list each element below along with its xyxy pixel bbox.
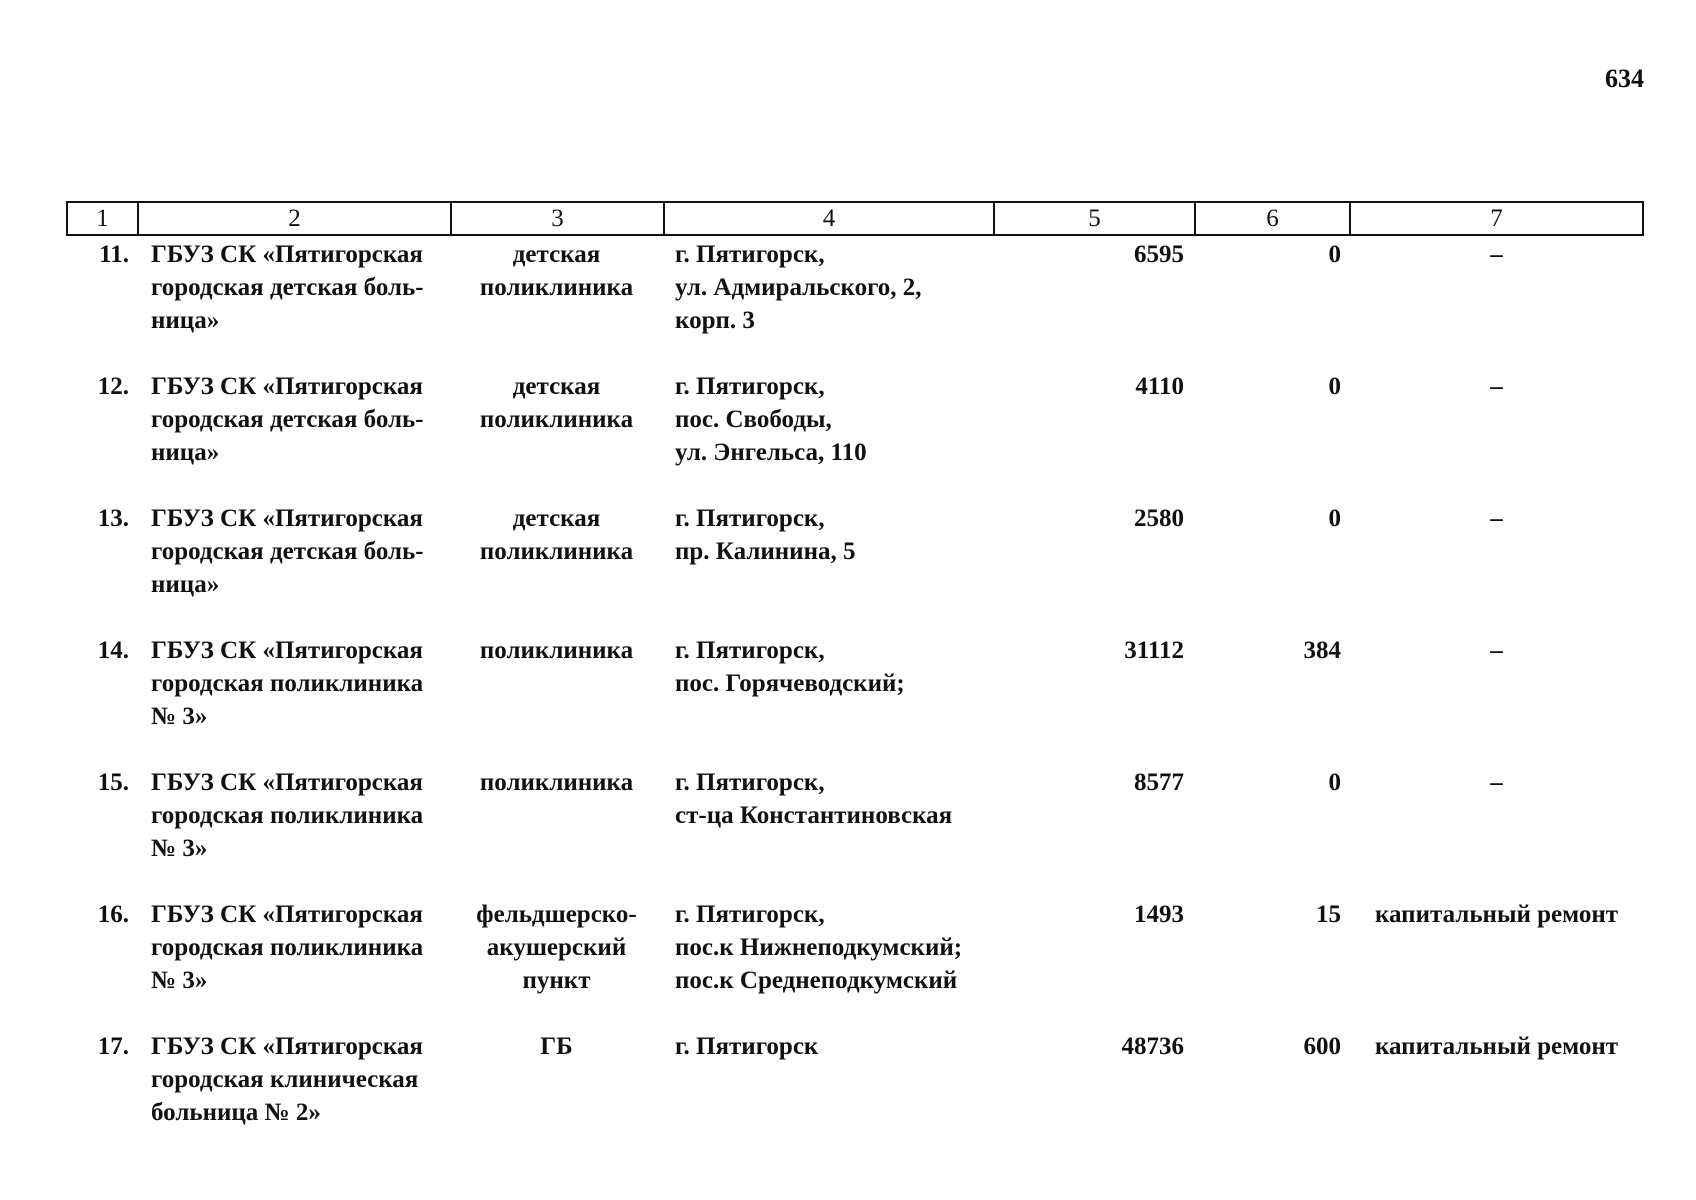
table-row [66, 500, 1644, 632]
column-6-value: 15 [1316, 901, 1341, 928]
organization-cell [137, 896, 450, 1028]
row-number: 17. [97, 1033, 129, 1060]
facility-type-cell [450, 500, 663, 632]
address-line: г. Пятигорск, [675, 373, 825, 400]
address-line: г. Пятигорск [675, 1033, 819, 1060]
organization-cell [137, 632, 450, 764]
column-5-value: 31112 [1124, 637, 1184, 664]
facility-type-cell [450, 764, 663, 896]
address-cell [663, 764, 993, 896]
organization-line: ница» [151, 307, 220, 334]
column-5-value: 4110 [1135, 373, 1184, 400]
organization-line: городская детская боль- [151, 274, 424, 301]
column-header-4: 4 [665, 203, 995, 234]
organization-line: ница» [151, 571, 220, 598]
row-number: 13. [97, 505, 129, 532]
organization-cell [137, 368, 450, 500]
facility-type-line: поликлиника [479, 406, 634, 433]
column-header-5: 5 [995, 203, 1196, 234]
column-7-value: – [1490, 769, 1503, 796]
organization-line: городская поликлиника [151, 934, 424, 961]
facility-type-cell [450, 1028, 663, 1160]
column-6-value: 0 [1328, 241, 1341, 268]
column-header-2: 2 [139, 203, 452, 234]
organization-cell [137, 500, 450, 632]
column-5-value: 48736 [1121, 1033, 1184, 1060]
facility-type-line: детская [512, 241, 601, 268]
column-7-value: – [1490, 505, 1503, 532]
facility-type-cell [450, 896, 663, 1028]
organization-line: больница № 2» [151, 1099, 321, 1126]
organization-line: ГБУЗ СК «Пятигорская [151, 505, 423, 532]
address-line: г. Пятигорск, [675, 901, 825, 928]
table-row [66, 896, 1644, 1028]
organization-cell [137, 764, 450, 896]
address-line: пр. Калинина, 5 [675, 538, 856, 565]
facility-type-line: поликлиника [479, 274, 634, 301]
facility-type-line: детская [512, 373, 601, 400]
column-6-value: 0 [1328, 769, 1341, 796]
address-line: ст-ца Константиновская [675, 802, 953, 829]
row-number: 12. [97, 373, 129, 400]
column-5-value: 8577 [1134, 769, 1184, 796]
address-cell [663, 368, 993, 500]
address-line: г. Пятигорск, [675, 505, 825, 532]
address-line: ул. Адмиральского, 2, [675, 274, 922, 301]
address-cell [663, 1028, 993, 1160]
table-body [66, 236, 1644, 1160]
organization-line: № 3» [151, 835, 208, 862]
table-row [66, 368, 1644, 500]
organization-line: городская поликлиника [151, 670, 424, 697]
column-header-3: 3 [452, 203, 665, 234]
column-7-value: – [1490, 241, 1503, 268]
facility-type-line: поликлиника [479, 769, 634, 796]
address-line: пос. Свободы, [675, 406, 832, 433]
page-number: 634 [1605, 64, 1644, 93]
address-line: ул. Энгельса, 110 [675, 439, 867, 466]
row-number: 16. [97, 901, 129, 928]
address-line: корп. 3 [675, 307, 755, 334]
column-header-6: 6 [1196, 203, 1351, 234]
row-number: 15. [97, 769, 129, 796]
facility-type-cell [450, 632, 663, 764]
facility-type-line: ГБ [540, 1033, 573, 1060]
column-6-value: 0 [1328, 373, 1341, 400]
column-5-value: 1493 [1134, 901, 1184, 928]
facility-type-line: поликлиника [479, 538, 634, 565]
column-7-value: – [1490, 637, 1503, 664]
column-5-value: 6595 [1134, 241, 1184, 268]
facility-type-line: пункт [522, 967, 591, 994]
organization-line: ГБУЗ СК «Пятигорская [151, 637, 423, 664]
column-7-value: капитальный ремонт [1374, 901, 1619, 928]
address-cell [663, 632, 993, 764]
column-header-1: 1 [68, 203, 139, 234]
organization-line: № 3» [151, 703, 208, 730]
address-line: пос.к Нижнеподкумский; [675, 934, 963, 961]
address-cell [663, 896, 993, 1028]
organization-cell [137, 236, 450, 368]
column-7-value: – [1490, 373, 1503, 400]
table-row [66, 1028, 1644, 1160]
organization-line: № 3» [151, 967, 208, 994]
address-line: пос.к Среднеподкумский [675, 967, 958, 994]
organization-line: ГБУЗ СК «Пятигорская [151, 901, 423, 928]
organization-line: ГБУЗ СК «Пятигорская [151, 373, 423, 400]
address-cell [663, 236, 993, 368]
organization-line: городская клиническая [151, 1066, 419, 1093]
address-line: пос. Горячеводский; [675, 670, 905, 697]
facility-type-line: детская [512, 505, 601, 532]
table-row [66, 236, 1644, 368]
table-header [66, 201, 1644, 236]
row-number: 11. [99, 241, 129, 268]
facility-type-line: акушерский [486, 934, 627, 961]
column-header-7: 7 [1490, 205, 1503, 232]
column-6-value: 600 [1303, 1033, 1341, 1060]
column-6-value: 384 [1303, 637, 1341, 664]
organization-line: ГБУЗ СК «Пятигорская [151, 241, 423, 268]
organization-line: городская детская боль- [151, 538, 424, 565]
organization-line: ГБУЗ СК «Пятигорская [151, 769, 423, 796]
column-7-value: капитальный ремонт [1374, 1033, 1619, 1060]
facility-type-cell [450, 368, 663, 500]
address-line: г. Пятигорск, [675, 637, 825, 664]
address-line: г. Пятигорск, [675, 241, 825, 268]
table-row [66, 764, 1644, 896]
row-number: 14. [97, 637, 129, 664]
organization-line: городская поликлиника [151, 802, 424, 829]
column-5-value: 2580 [1134, 505, 1184, 532]
facility-type-line: фельдшерско- [476, 901, 637, 928]
facility-type-line: поликлиника [479, 637, 634, 664]
facility-type-cell [450, 236, 663, 368]
address-cell [663, 500, 993, 632]
organization-cell [137, 1028, 450, 1160]
organization-line: городская детская боль- [151, 406, 424, 433]
address-line: г. Пятигорск, [675, 769, 825, 796]
column-6-value: 0 [1328, 505, 1341, 532]
organization-line: ГБУЗ СК «Пятигорская [151, 1033, 423, 1060]
table-row [66, 632, 1644, 764]
organization-line: ница» [151, 439, 220, 466]
